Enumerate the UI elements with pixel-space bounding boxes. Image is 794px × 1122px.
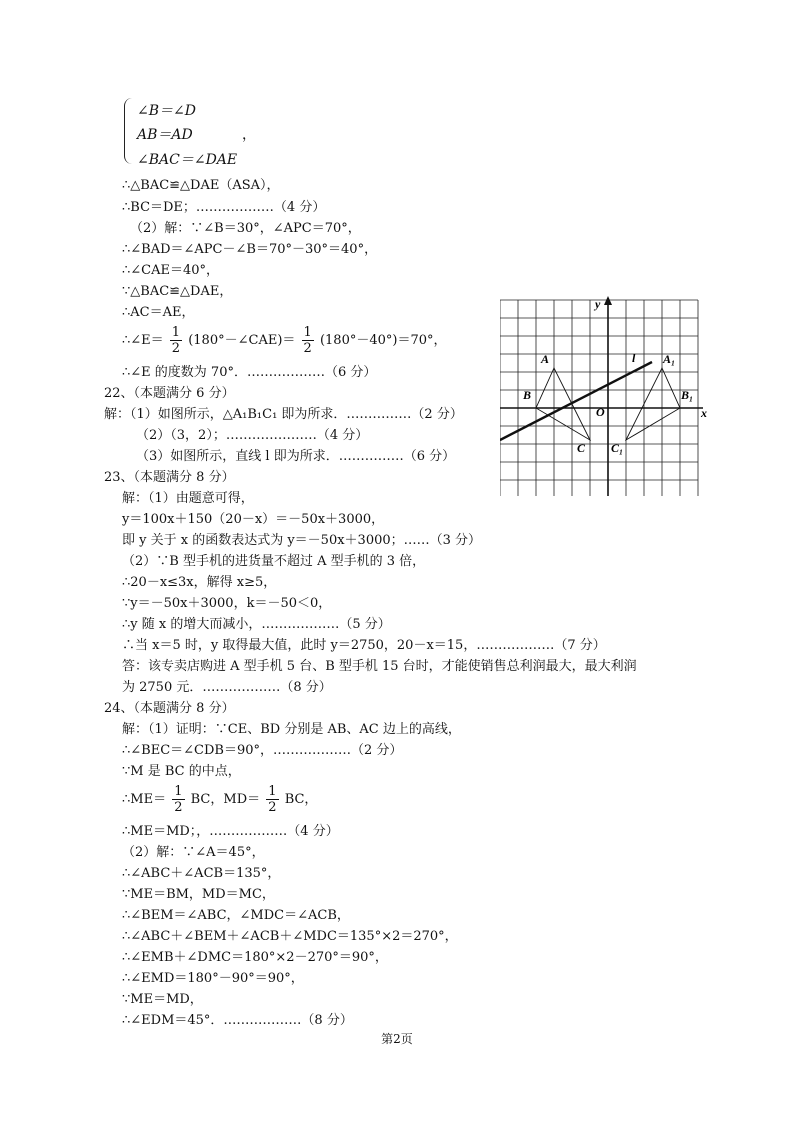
q23-line-7: ∴y 随 x 的增大而减小，………………（5 分） <box>122 617 391 632</box>
q21-line-9: ∴∠E 的度数为 70°．………………（6 分） <box>122 365 377 380</box>
q22-title: 22、（本题满分 6 分） <box>104 386 235 401</box>
fraction-numerator: 1 <box>171 325 181 340</box>
y-axis-label: y <box>595 297 601 311</box>
x-axis-label: x <box>701 406 707 420</box>
q23-line-6: ∵y＝－50x＋3000，k＝－50＜0， <box>122 596 332 611</box>
q24-line-9: ∴∠BEM＝∠ABC，∠MDC＝∠ACB， <box>122 908 350 923</box>
q24-line-2: ∴∠BEC＝∠CDB＝90°，………………（2 分） <box>122 743 403 758</box>
fraction-denominator: 2 <box>174 800 183 815</box>
q24-line-5: ∴ME＝MD；，………………（4 分） <box>122 824 339 839</box>
line-l-label: l <box>632 351 636 365</box>
fraction-half-md <box>266 784 278 815</box>
point-c1-label: C₁ <box>611 441 624 455</box>
q22-line-2: （2）（3，2）；…………………（4 分） <box>136 428 369 443</box>
q21-line-6: ∵△BAC≌△DAE， <box>122 284 233 299</box>
q24-line-13: ∵ME＝MD， <box>122 992 203 1007</box>
q24-line-7: ∴∠ABC＋∠ACB＝135°， <box>122 866 281 881</box>
q22-line-1: 解：（1）如图所示，△A₁B₁C₁ 即为所求．……………（2 分） <box>104 407 463 422</box>
y-axis-arrow <box>604 296 612 305</box>
q21-line-3: （2）解：∵∠B＝30°，∠APC＝70°， <box>130 221 361 236</box>
q21-line-2: ∴BC＝DE；………………（4 分） <box>122 200 326 215</box>
q23-title: 23、（本题满分 8 分） <box>104 470 235 485</box>
fraction-numerator: 1 <box>174 784 183 799</box>
system-comma: ， <box>242 127 256 143</box>
left-brace <box>124 98 133 164</box>
q24-line-3: ∵M 是 BC 的中点， <box>122 764 241 779</box>
q21-line-4: ∴∠BAD＝∠APC－∠B＝70°－30°＝40°， <box>122 242 378 257</box>
q24-line-11: ∴∠EMB＋∠DMC＝180°×2－270°＝90°， <box>122 950 388 965</box>
q21-line-8-prefix: ∴∠E＝ <box>122 333 164 348</box>
point-b1-label: B₁ <box>681 388 694 402</box>
q23-line-5: ∴20－x≤3x，解得 x≥5， <box>122 575 277 590</box>
fraction-denominator: 2 <box>171 341 181 356</box>
q23-line-4: （2）∵B 型手机的进货量不超过 A 型手机的 3 倍， <box>122 554 426 569</box>
point-a1-label: A₁ <box>663 352 676 366</box>
q22-line-3: （3）如图所示，直线 l 即为所求．……………（6 分） <box>136 449 456 464</box>
q23-line-3: 即 y 关于 x 的函数表达式为 y＝－50x＋3000；……（3 分） <box>122 533 482 548</box>
q24-line-10: ∴∠ABC＋∠BEM＋∠ACB＋∠MDC＝135°×2＝270°， <box>122 929 458 944</box>
fraction-denominator: 2 <box>268 800 277 815</box>
origin-label: O <box>596 405 605 419</box>
page-number: 第2页 <box>381 1032 413 1046</box>
system-row-3: ∠BAC＝∠DAE <box>137 152 238 168</box>
q21-line-7: ∴AC＝AE， <box>122 305 195 320</box>
system-row-2: AB＝AD <box>137 127 193 143</box>
q24-line-1: 解：（1）证明：∵CE、BD 分别是 AB、AC 边上的高线， <box>122 722 461 737</box>
fraction-half-1 <box>170 325 182 356</box>
q24-line-14: ∴∠EDM＝45°．………………（8 分） <box>122 1013 353 1028</box>
point-b-label: B <box>523 388 532 402</box>
fraction-half-me <box>172 784 184 815</box>
q21-line-5: ∴∠CAE＝40°， <box>122 263 220 278</box>
fraction-numerator: 1 <box>303 325 312 340</box>
fraction-numerator: 1 <box>268 784 277 799</box>
q24-title: 24、（本题满分 8 分） <box>104 701 235 716</box>
system-row-1: ∠B＝∠D <box>137 103 196 119</box>
q21-line-8 <box>122 325 447 356</box>
q21-line-8-mid: (180°－∠CAE)＝ <box>188 333 296 348</box>
q24-line-12: ∴∠EMD＝180°－90°＝90°， <box>122 971 304 986</box>
q23-line-9: 答：该专卖店购进 A 型手机 5 台、B 型手机 15 台时，才能使销售总利润最大，最大利润 <box>122 659 637 674</box>
triangle-abc <box>536 368 590 440</box>
q24-line-8: ∵ME＝BM，MD＝MC， <box>122 887 275 902</box>
triangle-a1b1c1 <box>626 368 680 440</box>
fraction-half-2 <box>302 325 314 356</box>
q21-line-1: ∴△BAC≌△DAE（ASA）， <box>122 178 280 193</box>
coordinate-grid-figure <box>500 296 710 496</box>
fraction-denominator: 2 <box>303 341 312 356</box>
q24-line-4-b: BC，MD＝ <box>190 792 261 807</box>
point-a-label: A <box>541 352 550 366</box>
q24-line-4-a: ∴ME＝ <box>122 792 167 807</box>
q21-line-8-end: (180°－40°)＝70°， <box>319 333 447 348</box>
q23-line-1: 解：（1）由题意可得， <box>122 491 254 506</box>
q24-line-4-c: BC， <box>284 792 318 807</box>
q24-line-4 <box>122 784 317 815</box>
q23-line-10: 为 2750 元．………………（8 分） <box>122 680 332 695</box>
q23-line-8: ∴当 x＝5 时，y 取得最大值，此时 y＝2750，20－x＝15，………………（7 分） <box>122 638 606 653</box>
point-c-label: C <box>577 441 586 455</box>
q23-line-2: y＝100x＋150（20－x）＝－50x＋3000， <box>122 512 385 527</box>
q24-line-6: （2）解：∵∠A＝45°， <box>122 845 265 860</box>
equation-system <box>124 98 264 166</box>
